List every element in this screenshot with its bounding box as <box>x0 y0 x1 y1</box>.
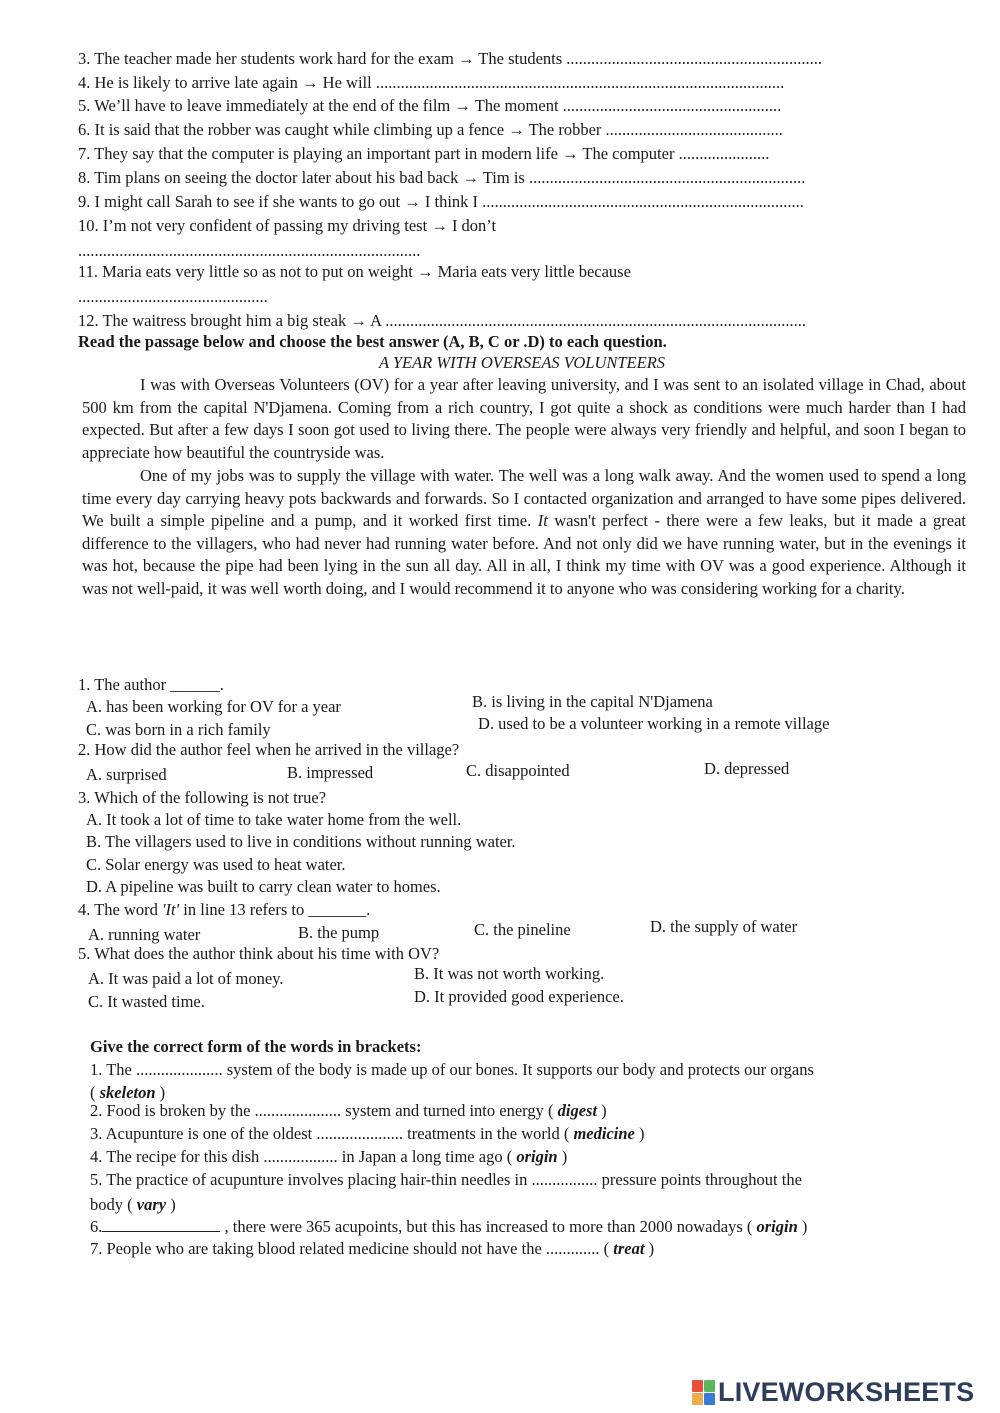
question-1: 1. The author ______. <box>78 675 224 694</box>
q3-option-d[interactable]: D. A pipeline was built to carry clean water to homes. <box>86 877 441 896</box>
para2-part-a: One of my jobs was to supply the village with water. The well was a long walk away. And the women used to spend a long time every day carrying heavy pots backwards and forwards. So I contacted organization and arranged to have some pipes delivered. We built a simple pipeline and a pump, and it worked first time. <box>82 466 966 530</box>
q1-option-d[interactable]: D. used to be a volunteer working in a remote village <box>478 714 830 733</box>
transformation-5[interactable]: 5. We’ll have to leave immediately at the end of the film → The moment ..................................................... <box>78 96 782 115</box>
word-form-5[interactable] <box>90 1169 970 1191</box>
wf3-text: 3. Acupunture is one of the oldest ..................... treatments in the world ( <box>90 1124 574 1143</box>
word-form-4[interactable] <box>90 1146 980 1168</box>
q3-option-b[interactable]: B. The villagers used to live in conditions without running water. <box>86 832 516 851</box>
q3-option-a[interactable]: A. It took a lot of time to take water home from the well. <box>86 810 462 829</box>
wf3-keyword: medicine <box>573 1124 635 1143</box>
q1-option-a[interactable]: A. has been working for OV for a year <box>86 697 341 716</box>
wf6-close: ) <box>797 1217 808 1236</box>
wf5-hint-close: ) <box>166 1195 176 1214</box>
wf4-keyword: origin <box>516 1147 558 1166</box>
liveworksheets-icon <box>692 1380 714 1404</box>
wf2-close: ) <box>597 1101 607 1120</box>
wf6-keyword: origin <box>756 1217 798 1236</box>
question-2: 2. How did the author feel when he arrived in the village? <box>78 740 460 759</box>
wf4-close: ) <box>557 1147 568 1166</box>
wf6-text: , there were 365 acupoints, but this has increased to more than 2000 nowadays ( <box>220 1217 757 1236</box>
q4-option-d[interactable]: D. the supply of water <box>650 917 798 936</box>
wf2-keyword: digest <box>557 1101 598 1120</box>
wf5-hint-open: body ( <box>90 1195 137 1214</box>
transformation-11-answer-line[interactable]: .............................................. <box>78 287 268 306</box>
q4-word: 'It' <box>162 900 180 919</box>
word-form-5-hint <box>90 1194 980 1216</box>
wf7-keyword: treat <box>613 1239 645 1258</box>
transformation-3[interactable]: 3. The teacher made her students work hard for the exam → The students .............................................................. <box>78 49 823 68</box>
q1-option-b[interactable]: B. is living in the capital N'Djamena <box>472 692 713 711</box>
transformation-7[interactable]: 7. They say that the computer is playing an important part in modern life → The computer ...................... <box>78 144 770 163</box>
passage-paragraph-2 <box>82 465 966 600</box>
transformation-6[interactable]: 6. It is said that the robber was caught while climbing up a fence → The robber ........................................... <box>78 120 783 139</box>
q4-option-b[interactable]: B. the pump <box>298 923 380 942</box>
logo-square-green <box>704 1380 715 1392</box>
q1-option-c[interactable]: C. was born in a rich family <box>86 720 271 739</box>
q2-option-c[interactable]: C. disappointed <box>466 761 570 780</box>
para2-part-b: wasn't perfect - there were a few leaks, but it made a great difference to the villagers, who had never had running water before. And not only did we have running water, but in the evenings it was hot, because the pipe had been lying in the sun all day. All in all, I think my time with OV was a good experience. Although it was not well-paid, it was well worth doing, and I would recommend it to anyone who was considering working for a charity. <box>82 511 966 598</box>
wf1-hint-open: ( <box>90 1083 100 1102</box>
transformation-4[interactable]: 4. He is likely to arrive late again → He will ................................................................................................... <box>78 73 785 92</box>
wf5-keyword: vary <box>136 1195 167 1214</box>
logo-square-blue <box>704 1393 715 1405</box>
wf3-close: ) <box>634 1124 645 1143</box>
transformation-10: 10. I’m not very confident of passing my driving test → I don’t <box>78 216 497 235</box>
q4-option-a[interactable]: A. running water <box>88 925 201 944</box>
word-form-instruction: Give the correct form of the words in brackets: <box>90 1037 422 1056</box>
word-form-1[interactable] <box>90 1059 970 1081</box>
q4-post: in line 13 refers to _______. <box>179 900 371 919</box>
q5-option-a[interactable]: A. It was paid a lot of money. <box>88 969 284 988</box>
word-form-7[interactable] <box>90 1238 980 1260</box>
q3-option-c[interactable]: C. Solar energy was used to heat water. <box>86 855 346 874</box>
liveworksheets-logo <box>692 1378 992 1406</box>
wf2-text: 2. Food is broken by the ..................... system and turned into energy ( <box>90 1101 558 1120</box>
wf5-text: 5. The practice of acupunture involves placing hair-thin needles in ................ pressure points throughout the <box>90 1170 802 1189</box>
q5-option-c[interactable]: C. It wasted time. <box>88 992 205 1011</box>
transformation-11: 11. Maria eats very little so as not to put on weight → Maria eats very little because <box>78 262 631 281</box>
q4-pre: 4. The word <box>78 900 163 919</box>
wf1-text: 1. The ..................... system of the body is made up of our bones. It supports our body and protects our organs <box>90 1060 814 1079</box>
wf6-num: 6. <box>90 1217 103 1236</box>
reading-instruction: Read the passage below and choose the best answer (A, B, C or .D) to each question. <box>78 332 667 351</box>
wf7-close: ) <box>644 1239 655 1258</box>
wf4-text: 4. The recipe for this dish .................. in Japan a long time ago ( <box>90 1147 517 1166</box>
q2-option-d[interactable]: D. depressed <box>704 759 790 778</box>
question-4 <box>78 899 968 921</box>
question-5: 5. What does the author think about his time with OV? <box>78 944 440 963</box>
q2-option-b[interactable]: B. impressed <box>287 763 374 782</box>
transformation-10-answer-line[interactable]: ................................................................................... <box>78 241 421 260</box>
transformation-8[interactable]: 8. Tim plans on seeing the doctor later about his bad back → Tim is ................................................................... <box>78 168 806 187</box>
transformation-12[interactable]: 12. The waitress brought him a big steak → A ...................................................................................................... <box>78 311 806 330</box>
logo-square-red <box>692 1380 703 1392</box>
q5-option-b[interactable]: B. It was not worth working. <box>414 964 605 983</box>
passage-paragraph-1: I was with Overseas Volunteers (OV) for a year after leaving university, and I was sent to an isolated village in Chad, about 500 km from the capital N'Djamena. Coming from a rich country, I got quite a shock as conditions were much harder than I had expected. But after a few days I soon got used to living there. The people were always very friendly and helpful, and soon I began to appreciate how beautiful the countryside was. <box>82 375 966 462</box>
wf6-blank[interactable] <box>102 1217 220 1232</box>
word-form-2[interactable] <box>90 1100 980 1122</box>
wf1-keyword: skeleton <box>99 1083 156 1102</box>
transformation-9[interactable]: 9. I might call Sarah to see if she wants to go out → I think I .............................................................................. <box>78 192 804 211</box>
q5-option-d[interactable]: D. It provided good experience. <box>414 987 624 1006</box>
logo-square-yellow <box>692 1393 703 1405</box>
liveworksheets-wordmark: LIVEWORKSHEETS <box>718 1376 975 1407</box>
word-form-3[interactable] <box>90 1123 980 1145</box>
wf7-text: 7. People who are taking blood related medicine should not have the ............. ( <box>90 1239 614 1258</box>
q4-option-c[interactable]: C. the pineline <box>474 920 571 939</box>
para2-it: It <box>537 511 548 530</box>
passage-title: A YEAR WITH OVERSEAS VOLUNTEERS <box>378 353 666 372</box>
wf1-hint-close: ) <box>155 1083 166 1102</box>
q2-option-a[interactable]: A. surprised <box>86 765 167 784</box>
word-form-6 <box>90 1216 980 1238</box>
passage <box>82 374 966 600</box>
question-3: 3. Which of the following is not true? <box>78 788 327 807</box>
